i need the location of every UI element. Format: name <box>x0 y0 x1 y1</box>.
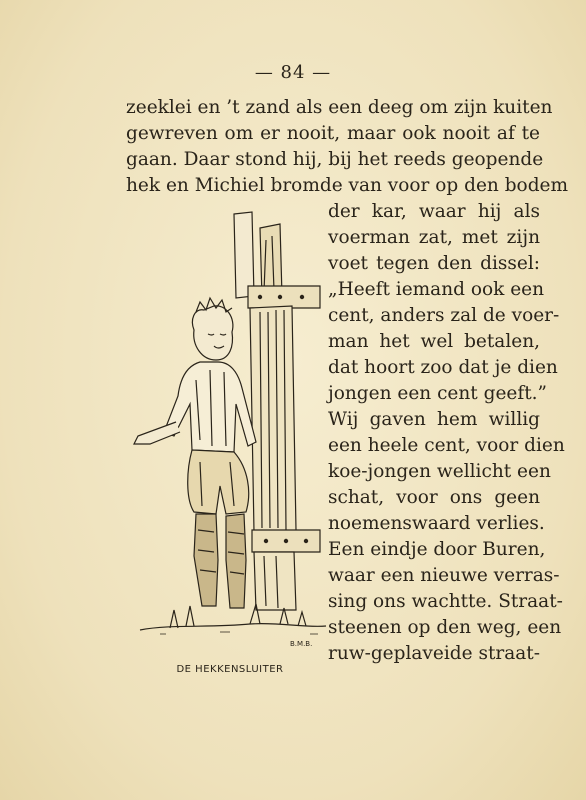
text-line: Een eindje door Buren, <box>328 539 546 560</box>
text-line: sing ons wachtte. Straat- <box>328 591 563 612</box>
text-line: jongen een cent geeft.” <box>328 383 547 404</box>
text-line: dat hoort zoo dat je dien <box>328 357 558 378</box>
text-line: een heele cent, voor dien <box>328 435 565 456</box>
text-line: steenen op den weg, een <box>328 617 562 638</box>
page-number: — 84 — <box>254 62 332 83</box>
text-line: gaan. Daar stond hij, bij het reeds geopende <box>126 149 544 170</box>
illustration-caption: DE HEKKENSLUITER <box>176 664 284 675</box>
text-line: hek en Michiel bromde van voor op den bodem <box>126 175 569 196</box>
text-line: gewreven om er nooit, maar ook nooit af te <box>126 123 540 144</box>
text-line: man het wel betalen, <box>328 331 540 352</box>
text-line: „Heeft iemand ook een <box>328 279 545 300</box>
boy-at-gate-illustration <box>130 200 330 655</box>
text-line: ruw-geplaveide straat- <box>328 643 540 664</box>
text-line: waar een nieuwe verras- <box>328 565 560 586</box>
text-line: cent, anders zal de voer- <box>328 305 560 326</box>
text-line: noemenswaard verlies. <box>328 513 545 534</box>
text-line: voet tegen den dissel: <box>328 253 540 274</box>
illustration-signature: B.M.B. <box>290 640 313 648</box>
text-line: zeeklei en ’t zand als een deeg om zijn kuiten <box>126 97 553 118</box>
text-line: voerman zat, met zijn <box>328 227 540 248</box>
text-line: koe-jongen wellicht een <box>328 461 551 482</box>
text-line: der kar, waar hij als <box>328 201 540 222</box>
text-line: Wij gaven hem willig <box>328 409 540 430</box>
text-line: schat, voor ons geen <box>328 487 540 508</box>
